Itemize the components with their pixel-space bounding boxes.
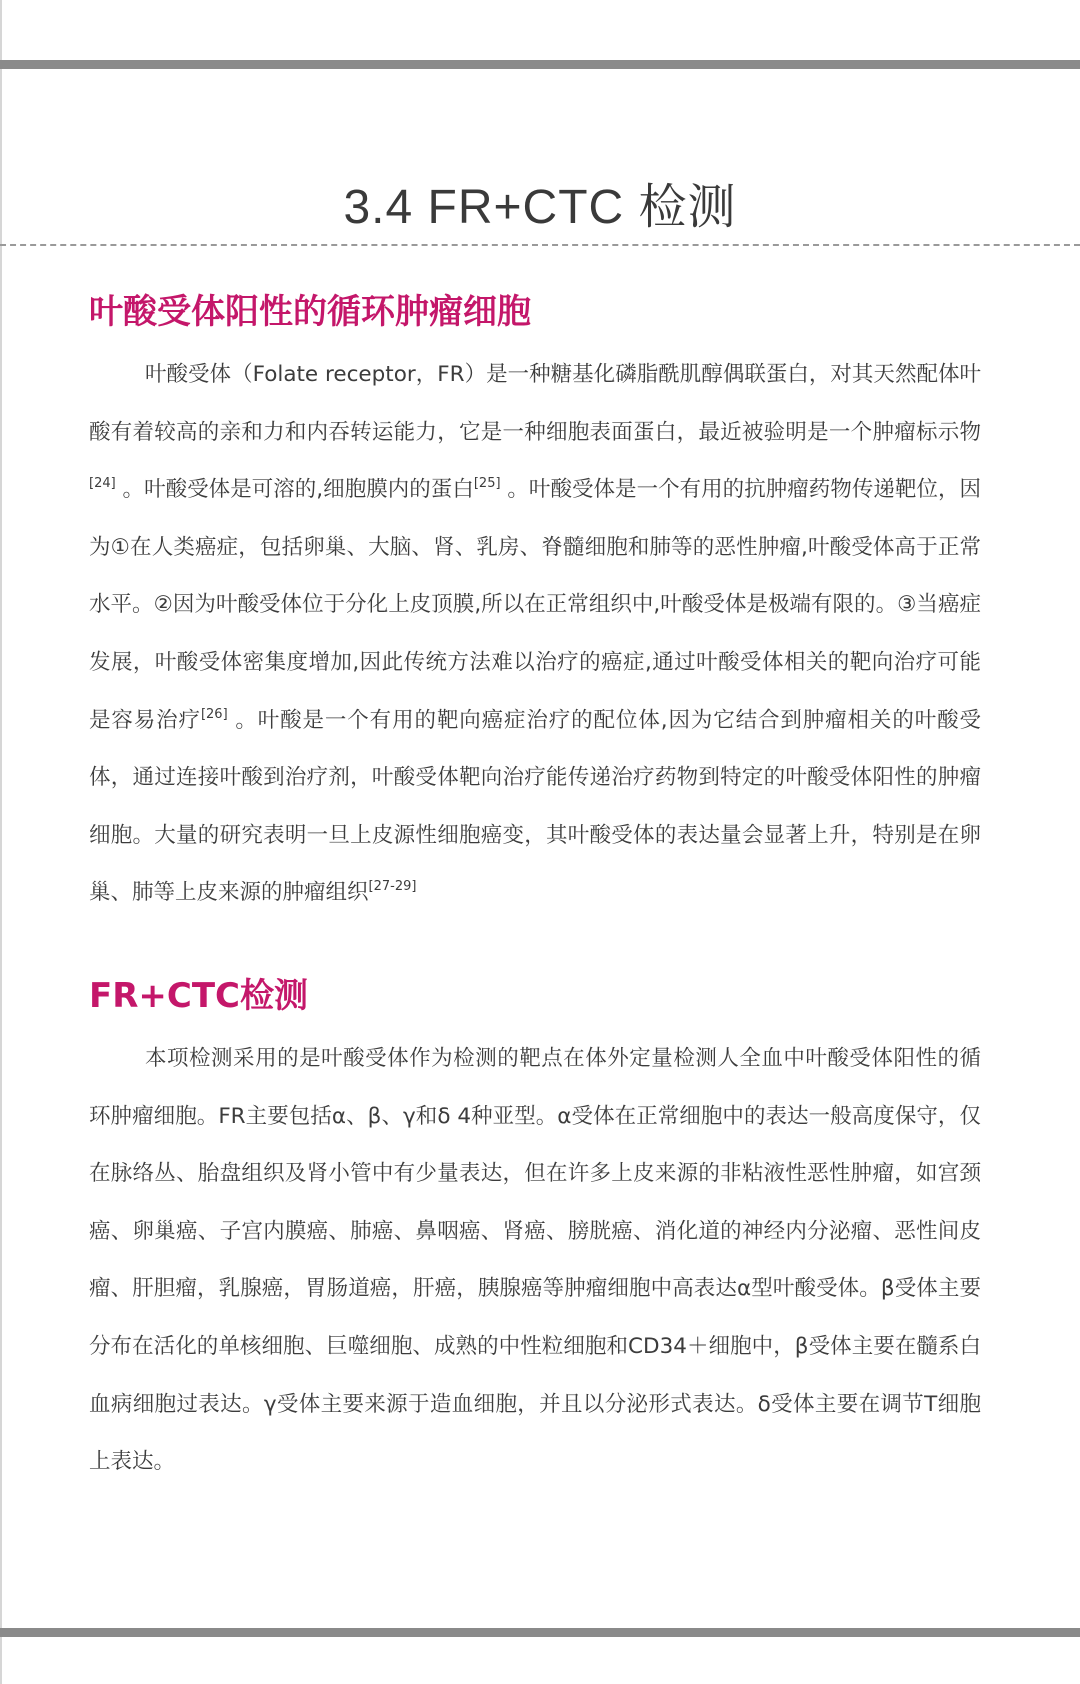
paragraph-text: 。叶酸受体是可溶的,细胞膜内的蛋白 xyxy=(115,477,474,503)
paragraph-folate-receptor xyxy=(89,346,981,922)
paragraph-text: 。叶酸受体是一个有用的抗肿瘤药物传递靶位，因为①在人类癌症，包括卵巢、大脑、肾、乳房、脊髓细胞和肺等的恶性肿瘤,叶酸受体高于正常水平。②因为叶酸受体位于分化上皮顶膜,所以在正常组织中,叶酸受体是极端有限的。③当癌症发展，叶酸受体密集度增加,因此传统方法难以治疗的癌症,通过叶酸受体相关的靶向治疗可能是容易治疗 xyxy=(89,477,981,733)
main-content xyxy=(89,288,981,1491)
dashed-divider xyxy=(0,244,1080,246)
citation: [26] xyxy=(200,706,228,722)
paragraph-detection-method: 本项检测采用的是叶酸受体作为检测的靶点在体外定量检测人全血中叶酸受体阳性的循环肿瘤细胞。FR主要包括α、β、γ和δ 4种亚型。α受体在正常细胞中的表达一般高度保守，仅在脉络丛、胎盘组织及肾小管中有少量表达，但在许多上皮来源的非粘液性恶性肿瘤，如宫颈癌、卵巢癌、子宫内膜癌、肺癌、鼻咽癌、肾癌、膀胱癌、消化道的神经内分泌瘤、恶性间皮瘤、肝胆瘤，乳腺癌，胃肠道癌，肝癌，胰腺癌等肿瘤细胞中高表达α型叶酸受体。β受体主要分布在活化的单核细胞、巨噬细胞、成熟的中性粒细胞和CD34＋细胞中，β受体主要在髓系白血病细胞过表达。γ受体主要来源于造血细胞，并且以分泌形式表达。δ受体主要在调节T细胞上表达。 xyxy=(89,1045,981,1475)
citation: [25] xyxy=(473,476,501,492)
page-left-edge xyxy=(0,0,2,1684)
paragraph-text: 。叶酸是一个有用的靶向癌症治疗的配位体,因为它结合到肿瘤相关的叶酸受体，通过连接叶酸到治疗剂，叶酸受体靶向治疗能传递治疗药物到特定的叶酸受体阳性的肿瘤细胞。大量的研究表明一旦上皮源性细胞癌变，其叶酸受体的表达量会显著上升，特别是在卵巢、肺等上皮来源的肿瘤组织 xyxy=(89,707,981,906)
citation: [27-29] xyxy=(368,879,417,895)
section-heading-fr-ctc-intro: 叶酸受体阳性的循环肿瘤细胞 xyxy=(89,292,531,332)
page-title: 3.4 FR+CTC 检测 xyxy=(343,181,737,235)
paragraph-text: 叶酸受体（Folate receptor，FR）是一种糖基化磷脂酰肌醇偶联蛋白，对其天然配体叶酸有着较高的亲和力和内吞转运能力，它是一种细胞表面蛋白，最近被验明是一个肿瘤标示物 xyxy=(89,362,981,445)
citation: [24] xyxy=(89,476,116,492)
top-rule xyxy=(0,60,1080,69)
section-heading-fr-ctc-test: FR+CTC检测 xyxy=(89,975,308,1016)
bottom-rule xyxy=(0,1628,1080,1637)
